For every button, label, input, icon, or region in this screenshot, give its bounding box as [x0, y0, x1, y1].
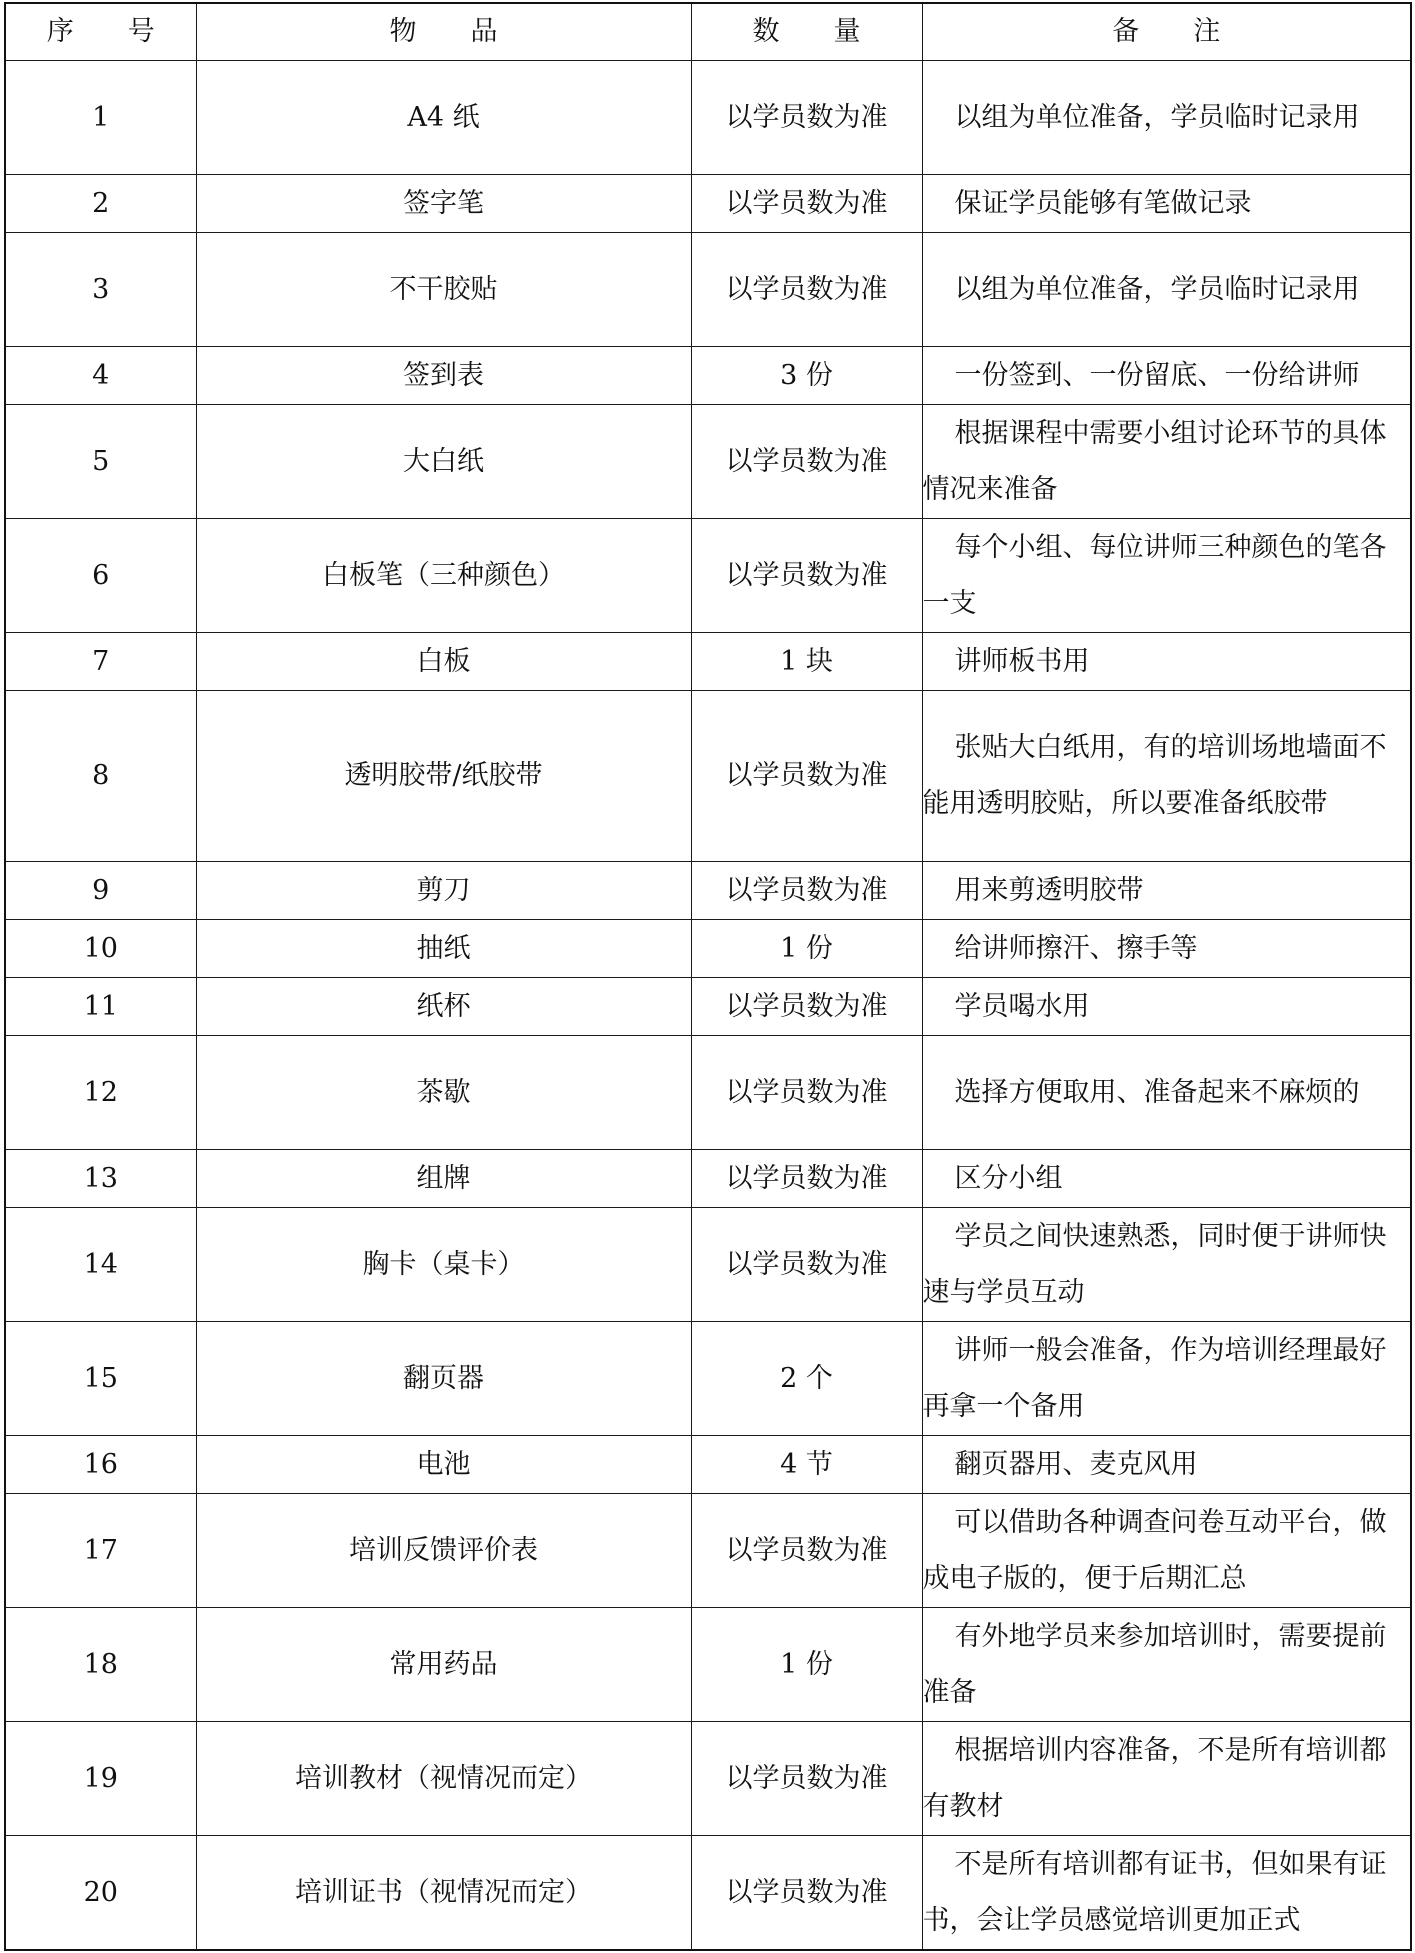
- row-note: [922, 1722, 1411, 1836]
- row-number: 13: [5, 1150, 196, 1208]
- row-quantity: 以学员数为准: [691, 175, 922, 233]
- header-note: 备 注: [922, 3, 1411, 61]
- table-row: [5, 347, 1411, 405]
- row-item: 抽纸: [196, 920, 691, 978]
- table-row: [5, 405, 1411, 519]
- row-quantity: 1 份: [691, 1608, 922, 1722]
- row-quantity: 以学员数为准: [691, 691, 922, 862]
- row-quantity: 以学员数为准: [691, 61, 922, 175]
- row-note-text: 讲师一般会准备，作为培训经理最好再拿一个备用: [922, 1334, 1387, 1422]
- row-item: 透明胶带/纸胶带: [196, 691, 691, 862]
- row-note: [922, 1836, 1411, 1951]
- row-note-text: 一份签到、一份留底、一份给讲师: [954, 359, 1360, 391]
- row-quantity: 以学员数为准: [691, 405, 922, 519]
- row-note: [922, 347, 1411, 405]
- row-item: A4 纸: [196, 61, 691, 175]
- table-row: [5, 1436, 1411, 1494]
- table-header: [5, 3, 1411, 61]
- row-number: 6: [5, 519, 196, 633]
- row-item: 培训反馈评价表: [196, 1494, 691, 1608]
- row-number: 1: [5, 61, 196, 175]
- row-quantity: 1 块: [691, 633, 922, 691]
- row-quantity: 以学员数为准: [691, 233, 922, 347]
- table-row: [5, 691, 1411, 862]
- row-note: [922, 1494, 1411, 1608]
- table-row: [5, 1836, 1411, 1951]
- row-quantity: 4 节: [691, 1436, 922, 1494]
- table-row: [5, 1150, 1411, 1208]
- row-number: 3: [5, 233, 196, 347]
- row-item: 不干胶贴: [196, 233, 691, 347]
- row-item: 培训教材（视情况而定）: [196, 1722, 691, 1836]
- header-item: 物 品: [196, 3, 691, 61]
- row-note: [922, 233, 1411, 347]
- row-item: 常用药品: [196, 1608, 691, 1722]
- row-item: 白板笔（三种颜色）: [196, 519, 691, 633]
- row-item: 组牌: [196, 1150, 691, 1208]
- row-note: [922, 1608, 1411, 1722]
- training-supplies-table: [4, 2, 1412, 1951]
- row-number: 16: [5, 1436, 196, 1494]
- row-number: 20: [5, 1836, 196, 1951]
- row-note: [922, 61, 1411, 175]
- table-row: [5, 175, 1411, 233]
- row-note: [922, 405, 1411, 519]
- row-number: 8: [5, 691, 196, 862]
- row-note-text: 根据课程中需要小组讨论环节的具体情况来准备: [922, 417, 1387, 505]
- table-row: [5, 1494, 1411, 1608]
- row-note-text: 学员之间快速熟悉，同时便于讲师快速与学员互动: [922, 1220, 1387, 1308]
- table-row: [5, 920, 1411, 978]
- row-note: [922, 691, 1411, 862]
- row-note: [922, 1436, 1411, 1494]
- row-note: [922, 1150, 1411, 1208]
- header-quantity: 数 量: [691, 3, 922, 61]
- row-quantity: 以学员数为准: [691, 1836, 922, 1951]
- row-item: 翻页器: [196, 1322, 691, 1436]
- row-note: [922, 633, 1411, 691]
- table-row: [5, 978, 1411, 1036]
- row-note-text: 区分小组: [954, 1162, 1063, 1194]
- row-note-text: 学员喝水用: [954, 990, 1090, 1022]
- row-note-text: 不是所有培训都有证书，但如果有证书，会让学员感觉培训更加正式: [922, 1848, 1387, 1936]
- row-quantity: 以学员数为准: [691, 1036, 922, 1150]
- table-body: [5, 61, 1411, 1951]
- row-number: 12: [5, 1036, 196, 1150]
- row-note: [922, 1208, 1411, 1322]
- row-note-text: 每个小组、每位讲师三种颜色的笔各一支: [922, 531, 1387, 619]
- row-note-text: 用来剪透明胶带: [954, 874, 1144, 906]
- row-number: 14: [5, 1208, 196, 1322]
- row-number: 2: [5, 175, 196, 233]
- row-quantity: 2 个: [691, 1322, 922, 1436]
- row-quantity: 以学员数为准: [691, 519, 922, 633]
- row-note: [922, 920, 1411, 978]
- row-item: 电池: [196, 1436, 691, 1494]
- row-number: 17: [5, 1494, 196, 1608]
- row-number: 9: [5, 862, 196, 920]
- row-quantity: 以学员数为准: [691, 1722, 922, 1836]
- row-quantity: 1 份: [691, 920, 922, 978]
- row-quantity: 以学员数为准: [691, 1208, 922, 1322]
- row-item: 培训证书（视情况而定）: [196, 1836, 691, 1951]
- row-quantity: 3 份: [691, 347, 922, 405]
- table-row: [5, 862, 1411, 920]
- row-quantity: 以学员数为准: [691, 862, 922, 920]
- row-note-text: 有外地学员来参加培训时，需要提前准备: [922, 1620, 1387, 1708]
- row-number: 4: [5, 347, 196, 405]
- row-quantity: 以学员数为准: [691, 1494, 922, 1608]
- table-row: [5, 519, 1411, 633]
- row-number: 19: [5, 1722, 196, 1836]
- row-item: 白板: [196, 633, 691, 691]
- row-number: 18: [5, 1608, 196, 1722]
- row-note-text: 给讲师擦汗、擦手等: [954, 932, 1198, 964]
- row-number: 11: [5, 978, 196, 1036]
- row-quantity: 以学员数为准: [691, 1150, 922, 1208]
- row-number: 15: [5, 1322, 196, 1436]
- row-note: [922, 519, 1411, 633]
- row-note: [922, 862, 1411, 920]
- table-row: [5, 633, 1411, 691]
- table-row: [5, 1608, 1411, 1722]
- row-item: 签字笔: [196, 175, 691, 233]
- table-row: [5, 233, 1411, 347]
- row-note-text: 张贴大白纸用，有的培训场地墙面不能用透明胶贴，所以要准备纸胶带: [922, 732, 1387, 819]
- row-item: 胸卡（桌卡）: [196, 1208, 691, 1322]
- table-row: [5, 61, 1411, 175]
- row-note-text: 选择方便取用、准备起来不麻烦的: [954, 1076, 1360, 1108]
- table-row: [5, 1208, 1411, 1322]
- row-number: 10: [5, 920, 196, 978]
- row-item: 签到表: [196, 347, 691, 405]
- row-item: 剪刀: [196, 862, 691, 920]
- row-note: [922, 1036, 1411, 1150]
- row-note-text: 以组为单位准备，学员临时记录用: [954, 101, 1360, 133]
- row-note-text: 根据培训内容准备，不是所有培训都有教材: [922, 1734, 1387, 1822]
- row-note-text: 翻页器用、麦克风用: [954, 1448, 1198, 1480]
- table-row: [5, 1036, 1411, 1150]
- table-row: [5, 1722, 1411, 1836]
- row-item: 大白纸: [196, 405, 691, 519]
- row-item: 纸杯: [196, 978, 691, 1036]
- row-note-text: 以组为单位准备，学员临时记录用: [954, 273, 1360, 305]
- row-note: [922, 175, 1411, 233]
- row-note: [922, 978, 1411, 1036]
- row-note-text: 可以借助各种调查问卷互动平台，做成电子版的，便于后期汇总: [922, 1506, 1387, 1594]
- header-index: 序 号: [5, 3, 196, 61]
- row-item: 茶歇: [196, 1036, 691, 1150]
- table-row: [5, 1322, 1411, 1436]
- row-note-text: 讲师板书用: [954, 645, 1090, 677]
- row-quantity: 以学员数为准: [691, 978, 922, 1036]
- row-number: 7: [5, 633, 196, 691]
- row-note: [922, 1322, 1411, 1436]
- row-note-text: 保证学员能够有笔做记录: [954, 187, 1252, 219]
- row-number: 5: [5, 405, 196, 519]
